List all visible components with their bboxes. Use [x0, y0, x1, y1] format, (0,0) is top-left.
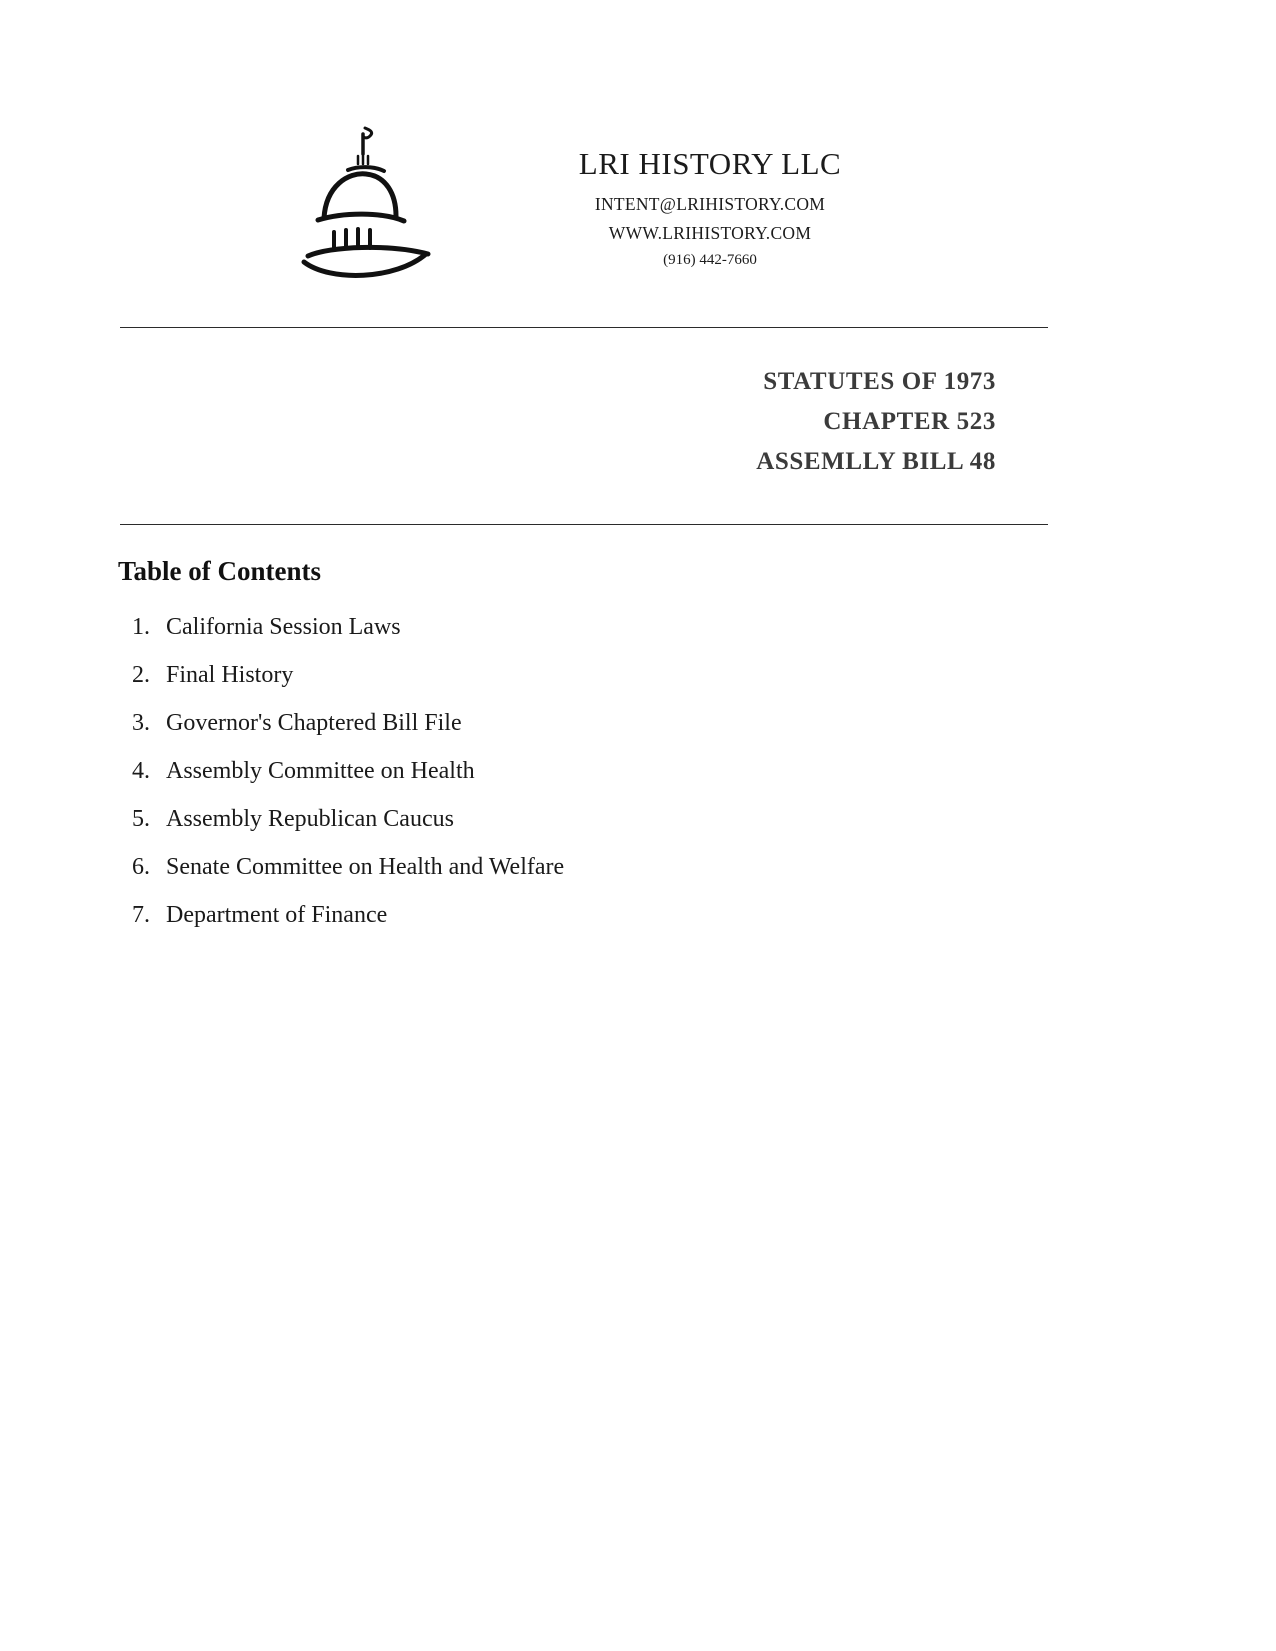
divider-top	[120, 327, 1048, 328]
list-item-number: 3.	[132, 710, 150, 736]
organization-email: INTENT@LRIHISTORY.COM	[594, 194, 826, 214]
divider-bottom	[120, 524, 1048, 525]
organization-name: LRI HISTORY LLC	[578, 146, 842, 181]
table-of-contents-heading: Table of Contents	[118, 556, 322, 586]
list-item-number: 6.	[132, 854, 150, 880]
list-item-number: 7.	[132, 902, 150, 928]
organization-phone: (916) 442-7660	[663, 252, 757, 268]
list-item-number: 5.	[132, 806, 150, 832]
list-item-label: California Session Laws	[166, 614, 401, 640]
list-item	[118, 854, 918, 902]
list-item-number: 2.	[132, 662, 150, 688]
list-item	[118, 614, 918, 662]
capitol-dome-logo-icon	[290, 120, 440, 290]
list-item-label: Assembly Republican Caucus	[166, 806, 454, 832]
list-item-label: Senate Committee on Health and Welfare	[166, 854, 565, 880]
list-item	[118, 758, 918, 806]
letterhead	[120, 110, 1156, 300]
statutes-year-line: STATUTES OF 1973	[763, 368, 996, 395]
list-item-label: Final History	[166, 662, 294, 688]
list-item-label: Assembly Committee on Health	[166, 758, 475, 784]
list-item-number: 4.	[132, 758, 150, 784]
table-of-contents-list	[118, 614, 918, 950]
list-item	[118, 902, 918, 950]
organization-website: WWW.LRIHISTORY.COM	[608, 223, 812, 243]
document-title-block	[120, 362, 996, 482]
list-item	[118, 710, 918, 758]
organization-block	[450, 146, 970, 269]
list-item-number: 1.	[132, 614, 150, 640]
bill-line: ASSEMLLY BILL 48	[756, 448, 996, 475]
list-item-label: Department of Finance	[166, 902, 388, 928]
list-item	[118, 806, 918, 854]
list-item	[118, 662, 918, 710]
list-item-label: Governor's Chaptered Bill File	[166, 710, 462, 736]
chapter-line: CHAPTER 523	[823, 408, 996, 435]
